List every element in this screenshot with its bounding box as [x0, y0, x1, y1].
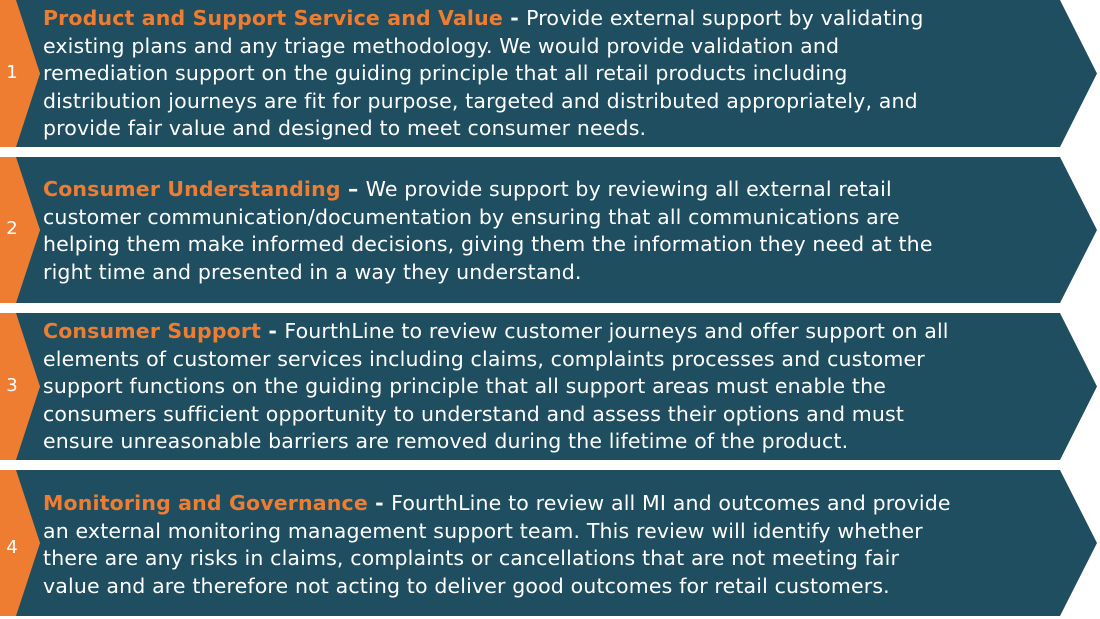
step-3-line-1: [43, 318, 1055, 346]
step-3-line-1-text: FourthLine to review customer journeys and offer support on all: [284, 319, 949, 343]
step-1-text: [43, 5, 1055, 143]
step-2-heading: Consumer Understanding: [43, 177, 341, 201]
step-1-separator: -: [502, 6, 527, 30]
step-2-line-3: helping them make informed decisions, giving them the information they need at the: [43, 232, 933, 256]
step-3: [0, 313, 1100, 460]
step-4-line-2: an external monitoring management support team. This review will identify whether: [43, 518, 923, 543]
step-1-heading: Product and Support Service and Value: [43, 6, 503, 30]
step-2-line-1-text: We provide support by reviewing all external retail: [365, 177, 892, 201]
step-1-line-3: remediation support on the guiding principle that all retail products including: [43, 61, 848, 85]
step-2: [0, 157, 1100, 303]
step-4-text: [43, 490, 1055, 600]
step-2-line-1: [43, 176, 1055, 204]
step-3-line-3: support functions on the guiding principle that all support areas must enable the: [43, 374, 886, 398]
step-4-line-4: value and are therefore not acting to deliver good outcomes for retail customers.: [43, 573, 890, 598]
step-4-line-1-text: FourthLine to review all MI and outcomes and provide: [391, 491, 951, 515]
step-1-line-4: distribution journeys are fit for purpose, targeted and distributed appropriately, and: [43, 88, 918, 113]
step-4-line-1: [43, 490, 1055, 518]
step-3-line-2: elements of customer services including claims, complaints processes and customer: [43, 346, 925, 371]
step-3-line-4: consumers sufficient opportunity to understand and assess their options and must: [43, 401, 905, 426]
step-1-number: 1: [6, 62, 18, 83]
step-4-number: 4: [6, 537, 18, 558]
step-3-text: [43, 318, 1055, 456]
step-1-line-2: existing plans and any triage methodology. We would provide validation and: [43, 33, 840, 58]
step-3-number: 3: [6, 375, 18, 396]
step-4-separator: -: [367, 491, 392, 515]
step-4-heading: Monitoring and Governance: [43, 491, 368, 515]
step-3-heading: Consumer Support: [43, 319, 262, 343]
step-2-line-4: right time and presented in a way they understand.: [43, 259, 582, 284]
step-1-line-5: provide fair value and designed to meet consumer needs.: [43, 116, 647, 140]
step-4: [0, 470, 1100, 616]
step-4-line-3: there are any risks in claims, complaints or cancellations that are not meeting fair: [43, 546, 900, 570]
step-1-line-1: [43, 5, 1055, 33]
step-2-text: [43, 176, 1055, 286]
step-3-separator: -: [261, 319, 285, 343]
step-1: [0, 0, 1100, 147]
step-3-line-5: ensure unreasonable barriers are removed during the lifetime of the product.: [43, 429, 849, 453]
step-2-line-2: customer communication/documentation by ensuring that all communications are: [43, 204, 900, 229]
step-2-number: 2: [6, 218, 18, 239]
step-2-separator: –: [340, 177, 366, 201]
step-1-line-1-text: Provide external support by validating: [526, 6, 924, 30]
